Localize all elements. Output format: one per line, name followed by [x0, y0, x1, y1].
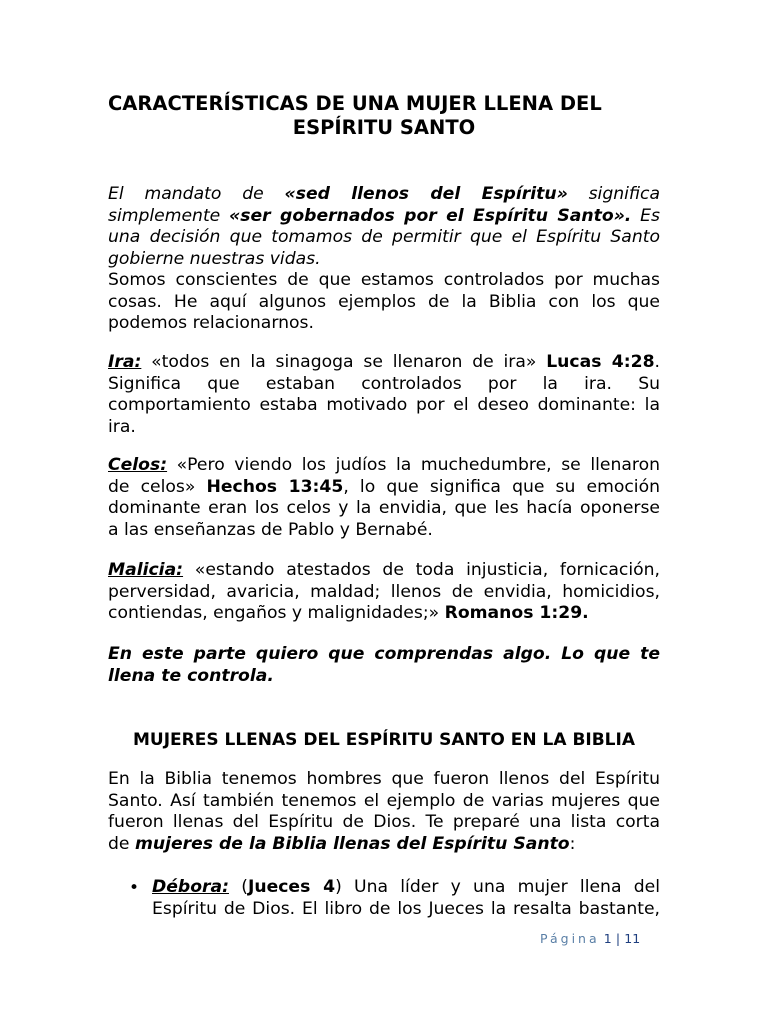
malicia-paragraph	[108, 560, 660, 625]
biblia-text: :	[569, 833, 576, 854]
debora-label: Débora:	[152, 877, 229, 897]
intro-text: Es	[631, 205, 660, 226]
intro-quote-2: «ser gobernados por el Espíritu Santo».	[229, 205, 632, 226]
ira-text: .	[654, 352, 660, 372]
debora-line-1	[152, 877, 660, 899]
intro-line-3: una decisión que tomamos de permitir que el Espíritu Santo	[108, 227, 660, 247]
debora-reference: Jueces 4	[247, 877, 336, 897]
title-line-1: CARACTERÍSTICAS DE UNA MUJER LLENA DEL	[108, 92, 602, 115]
celos-text: de celos»	[108, 476, 207, 497]
page-label: Página	[540, 931, 600, 946]
celos-label: Celos:	[108, 455, 168, 475]
page-footer	[540, 931, 640, 946]
celos-paragraph	[108, 455, 660, 541]
ira-line-2: Significa que estaban controlados por la ira. Su	[108, 373, 660, 394]
ira-text: «todos en la sinagoga se llenaron de ira»	[141, 352, 547, 372]
intro-text: El mandato de	[108, 184, 285, 204]
malicia-text: «estando atestados de toda injusticia, fornicación,	[183, 560, 660, 580]
intro-line-2	[108, 206, 660, 228]
intro-paragraph	[108, 184, 660, 335]
malicia-reference: Romanos 1:29.	[444, 603, 589, 623]
intro-text: significa	[567, 184, 660, 204]
celos-reference: Hechos 13:45	[206, 476, 344, 497]
intro-quote-1: «sed llenos del Espíritu»	[284, 184, 568, 204]
debora-list-item	[152, 877, 660, 920]
celos-line-1	[108, 455, 660, 477]
intro-line-4: gobierne nuestras vidas.	[108, 248, 321, 269]
biblia-paragraph	[108, 769, 660, 855]
debora-text: ) Una líder y una mujer llena del	[335, 877, 661, 897]
ira-paragraph	[108, 352, 660, 438]
celos-text: «Pero viendo los judíos la muchedumbre, se llenaron	[167, 455, 660, 475]
malicia-line-2: perversidad, avaricia, maldad; llenos de envidia, homicidios,	[108, 581, 660, 602]
bullet-icon: •	[129, 878, 140, 898]
intro-line-7: podemos relacionarnos.	[108, 313, 314, 333]
conclusion-line-1: En este parte quiero que comprendas algo. Lo que te	[108, 644, 660, 664]
celos-line-2	[108, 477, 660, 499]
malicia-label: Malicia:	[108, 560, 184, 580]
celos-text: , lo que significa que su emoción	[343, 476, 660, 497]
biblia-line-1: En la Biblia tenemos hombres que fueron llenos del Espíritu	[108, 769, 660, 789]
ira-label: Ira:	[108, 352, 142, 372]
ira-line-3: comportamiento estaba motivado por el deseo dominante: la	[108, 395, 660, 415]
intro-text: simplemente	[108, 205, 230, 226]
malicia-line-1	[108, 560, 660, 582]
title-line-2: ESPÍRITU SANTO	[292, 116, 476, 139]
malicia-text: contiendas, engaños y malignidades;»	[108, 603, 445, 623]
ira-line-1	[108, 352, 660, 374]
intro-line-5: Somos conscientes de que estamos controlados por muchas	[108, 270, 660, 290]
conclusion-line-2: llena te controla.	[108, 665, 274, 686]
celos-line-4: a las enseñanzas de Pablo y Bernabé.	[108, 519, 433, 540]
page-number: 1	[603, 931, 612, 946]
ira-reference: Lucas 4:28	[546, 352, 655, 372]
biblia-line-3: fueron llenas del Espíritu de Dios. Te preparé una lista corta	[108, 812, 660, 832]
biblia-line-2: Santo. Así también tenemos el ejemplo de varias mujeres que	[108, 790, 660, 811]
page-total: 11	[624, 931, 641, 946]
intro-line-1	[108, 184, 660, 206]
conclusion-paragraph	[108, 644, 660, 687]
biblia-emphasis: mujeres de la Biblia llenas del Espíritu Santo	[134, 833, 570, 854]
biblia-line-4	[108, 834, 660, 856]
debora-text: (	[228, 877, 248, 897]
biblia-text: de	[108, 833, 135, 854]
malicia-line-3	[108, 603, 660, 625]
section-heading: MUJERES LLENAS DEL ESPÍRITU SANTO EN LA BIBLIA	[132, 730, 635, 750]
page-title	[108, 92, 660, 140]
page-separator: |	[615, 931, 621, 946]
celos-line-3: dominante eran los celos y la envidia, que les hacía oponerse	[108, 498, 660, 518]
debora-line-2: Espíritu de Dios. El libro de los Jueces la resalta bastante,	[152, 898, 660, 919]
intro-line-6: cosas. He aquí algunos ejemplos de la Biblia con los que	[108, 291, 660, 312]
ira-line-4: ira.	[108, 416, 136, 437]
